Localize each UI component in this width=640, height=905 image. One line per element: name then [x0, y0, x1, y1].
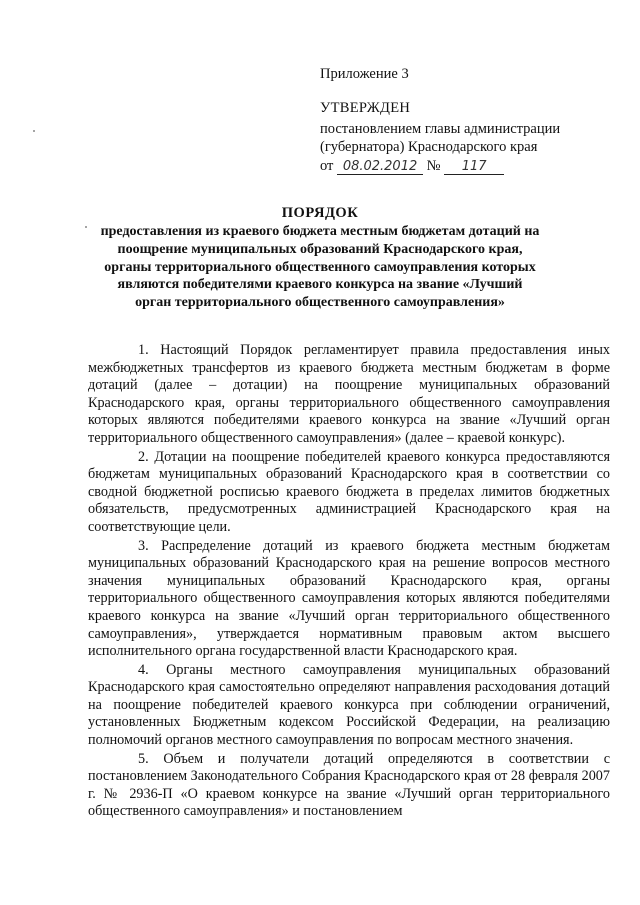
- appendix-label: Приложение 3: [320, 66, 409, 82]
- handwritten-number: 117: [444, 159, 504, 175]
- paragraph-5: 5. Объем и получатели дотаций определяются в соответствии с постановлением Законодательного Собрания Краснодарского края от 28 февраля 2007 г. № 2936-П «О краевом конкурсе на звание «Лучший орган территориального общественного самоуправления» и постановлением: [88, 750, 610, 820]
- number-prefix: №: [426, 158, 441, 174]
- scan-speck: [33, 130, 35, 132]
- date-prefix: от: [320, 158, 334, 174]
- document-body: [88, 342, 610, 821]
- paragraph-4: 4. Органы местного самоуправления муниципальных образований Краснодарского края самостоятельно определяют направления расходования дотаций на поощрение победителей краевого конкурса при соблюдении ограничений, установленных Бюджетным кодексом Российской Федерации, на реализацию полномочий органов местного самоуправления по вопросам местного значения.: [88, 661, 610, 749]
- handwritten-date: 08.02.2012: [337, 159, 423, 175]
- paragraph-1: 1. Настоящий Порядок регламентирует правила предоставления иных межбюджетных трансфертов из краевого бюджета местным бюджетам в форме дотаций (далее – дотации) на поощрение муниципальных образований Краснодарского края, органы территориального общественного самоуправления которых являются победителями краевого конкурса на звание «Лучший орган территориального общественного самоуправления» (далее – краевой конкурс).: [88, 342, 610, 446]
- paragraph-3: 3. Распределение дотаций из краевого бюджета местным бюджетам муниципальных образований Краснодарского края на решение вопросов местного значения муниципальных образований Краснодарского края, органы территориального общественного самоуправления которых являются победителями краевого конкурса на звание «Лучший орган территориального общественного самоуправления», утверждается нормативным правовым актом высшего исполнительного органа государственной власти Краснодарского края.: [88, 537, 610, 660]
- approval-date-line: [320, 158, 504, 175]
- approved-heading: УТВЕРЖДЕН: [320, 100, 411, 116]
- approval-line-1: постановлением главы администрации: [320, 121, 561, 137]
- paragraph-2: 2. Дотации на поощрение победителей краевого конкурса предоставляются бюджетам муниципальных образований Краснодарского края в соответствии со сводной бюджетной росписью краевого бюджета в пределах лимитов бюджетных обязательств, предусмотренных администрацией Краснодарского края на соответствующие цели.: [88, 448, 610, 535]
- approval-line-2: (губернатора) Краснодарского края: [320, 139, 538, 155]
- document-subtitle: предоставления из краевого бюджета местным бюджетам дотаций на поощрение муниципальных образований Краснодарского края, органы территориального общественного самоуправления которых являются победителями краевого конкурса на звание «Лучший орган территориального общественного самоуправления»: [100, 224, 540, 311]
- scan-speck: [85, 226, 87, 228]
- document-title: ПОРЯДОК: [281, 205, 359, 221]
